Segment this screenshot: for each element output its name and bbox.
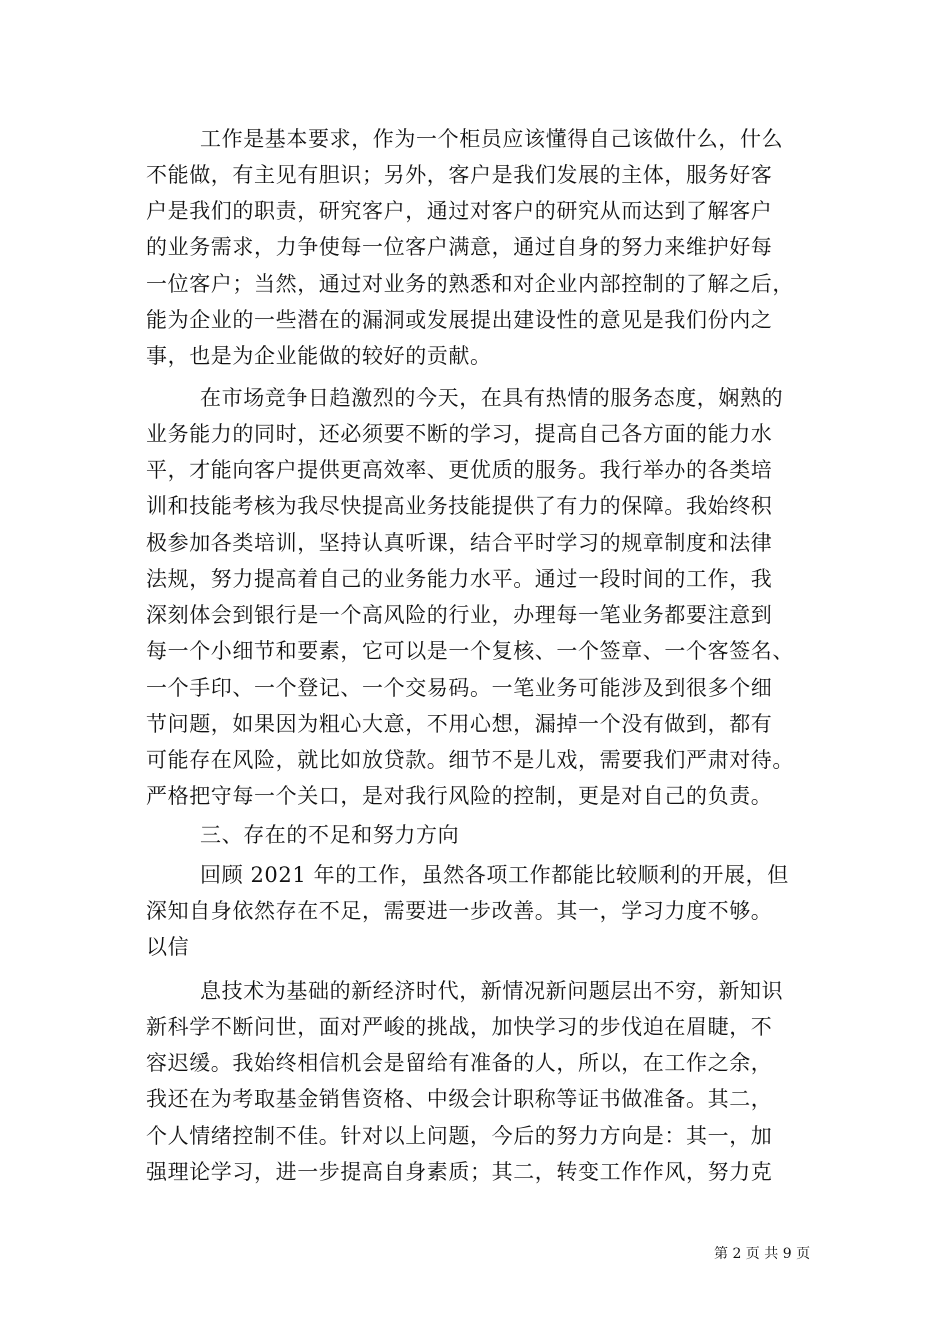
body-text-line: 深刻体会到银行是一个高风险的行业，办理每一笔业务都要注意到 bbox=[146, 603, 773, 627]
body-text-line: 强理论学习，进一步提高自身素质；其二，转变工作作风，努力克 bbox=[146, 1160, 773, 1184]
body-text-line: 回顾 2021 年的工作，虽然各项工作都能比较顺利的开展，但 bbox=[200, 863, 789, 887]
body-text-line: 能为企业的一些潜在的漏洞或发展提出建设性的意见是我们份内之 bbox=[146, 308, 773, 332]
page-number-footer: 第 2 页 共 9 页 bbox=[714, 1246, 811, 1262]
section-heading: 三、存在的不足和努力方向 bbox=[200, 823, 460, 847]
body-text-line: 个人情绪控制不佳。针对以上问题，今后的努力方向是：其一，加 bbox=[146, 1124, 773, 1148]
body-text-line: 可能存在风险，就比如放贷款。细节不是儿戏，需要我们严肃对待。 bbox=[146, 748, 794, 772]
body-text-line: 户是我们的职责，研究客户，通过对客户的研究从而达到了解客户 bbox=[146, 199, 773, 223]
body-text-line: 法规，努力提高着自己的业务能力水平。通过一段时间的工作，我 bbox=[146, 567, 773, 591]
body-text-line: 工作是基本要求，作为一个柜员应该懂得自己该做什么，什么 bbox=[200, 127, 784, 151]
body-text-line: 的业务需求，力争使每一位客户满意，通过自身的努力来维护好每 bbox=[146, 235, 773, 259]
body-text-line: 我还在为考取基金销售资格、中级会计职称等证书做准备。其二， bbox=[146, 1087, 773, 1111]
body-text-line: 在市场竞争日趋激烈的今天，在具有热情的服务态度，娴熟的 bbox=[200, 386, 784, 410]
body-text-line: 极参加各类培训，坚持认真听课，结合平时学习的规章制度和法律 bbox=[146, 531, 773, 555]
body-text-line: 不能做，有主见有胆识；另外，客户是我们发展的主体，服务好客 bbox=[146, 163, 773, 187]
body-text-line: 事，也是为企业能做的较好的贡献。 bbox=[146, 344, 492, 368]
body-text-line: 每一个小细节和要素，它可以是一个复核、一个签章、一个客签名、 bbox=[146, 639, 794, 663]
body-text-line: 新科学不断问世，面对严峻的挑战，加快学习的步伐迫在眉睫，不 bbox=[146, 1015, 773, 1039]
body-text-line: 业务能力的同时，还必须要不断的学习，提高自己各方面的能力水 bbox=[146, 422, 773, 446]
body-text-line: 一位客户；当然，通过对业务的熟悉和对企业内部控制的了解之后， bbox=[146, 272, 794, 296]
body-text-line: 一个手印、一个登记、一个交易码。一笔业务可能涉及到很多个细 bbox=[146, 676, 773, 700]
body-text-line: 息技术为基础的新经济时代，新情况新问题层出不穷，新知识 bbox=[200, 979, 784, 1003]
body-text-line: 以信 bbox=[146, 935, 190, 959]
body-text-line: 深知自身依然存在不足，需要进一步改善。其一，学习力度不够。 bbox=[146, 899, 773, 923]
body-text-line: 平，才能向客户提供更高效率、更优质的服务。我行举办的各类培 bbox=[146, 458, 773, 482]
body-text-line: 严格把守每一个关口，是对我行风险的控制，更是对自己的负责。 bbox=[146, 784, 773, 808]
body-text-line: 容迟缓。我始终相信机会是留给有准备的人，所以，在工作之余， bbox=[146, 1051, 773, 1075]
body-text-line: 节问题，如果因为粗心大意，不用心想，漏掉一个没有做到，都有 bbox=[146, 712, 773, 736]
body-text-line: 训和技能考核为我尽快提高业务技能提供了有力的保障。我始终积 bbox=[146, 494, 773, 518]
